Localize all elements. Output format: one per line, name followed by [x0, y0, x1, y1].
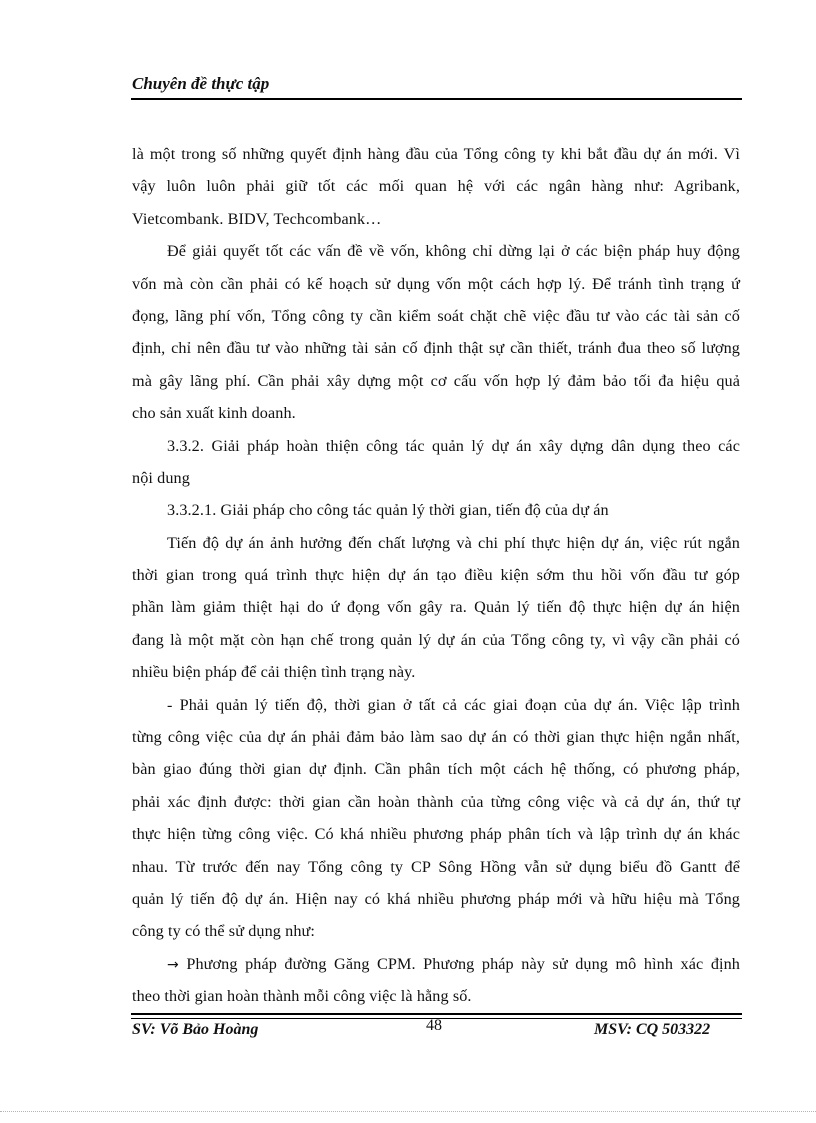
paragraph-line: vậy luôn luôn phải giữ tốt các mối quan hệ với các ngân hàng như: Agribank, [132, 177, 740, 196]
paragraph-line: cho sản xuất kinh doanh. [132, 404, 296, 423]
paragraph-line: theo thời gian hoàn thành mỗi công việc là hằng số. [132, 987, 472, 1006]
paragraph-line: thời gian trong quá trình thực hiện dự án tạo điều kiện sớm thu hồi vốn đầu tư góp [132, 566, 740, 585]
paragraph-line: phần làm giảm thiệt hại do ứ đọng vốn gây ra. Quản lý tiến độ thực hiện dự án hiện [132, 598, 740, 617]
paragraph-line: Tiến độ dự án ảnh hưởng đến chất lượng và chi phí thực hiện dự án, việc rút ngắn [167, 533, 740, 552]
arrow-item-text: Phương pháp đường Găng CPM. Phương pháp này sử dụng mô hình xác định [178, 954, 740, 973]
subsection-heading: 3.3.2.1. Giải pháp cho công tác quản lý thời gian, tiến độ của dự án [167, 501, 609, 520]
section-heading-line: 3.3.2. Giải pháp hoàn thiện công tác quản lý dự án xây dựng dân dụng theo các [167, 436, 740, 455]
paragraph-line: quản lý tiến độ dự án. Hiện nay có khá nhiều phương pháp mới và hữu hiệu mà Tổng [132, 889, 740, 908]
paragraph-line: Vietcombank. BIDV, Techcombank… [132, 209, 382, 228]
paragraph-line: đang là một mặt còn hạn chế trong quản lý dự án của Tổng công ty, vì vậy cần phải có [132, 630, 740, 649]
page-edge-marker [0, 1111, 816, 1112]
paragraph-line: vốn mà còn cần phải có kế hoạch sử dụng vốn một cách hợp lý. Để tránh tình trạng ứ [132, 274, 740, 293]
paragraph-line: công ty có thể sử dụng như: [132, 922, 315, 941]
paragraph-line: là một trong số những quyết định hàng đầu của Tổng công ty khi bắt đầu dự án mới. Vì [132, 145, 740, 163]
footer-student-id: MSV: CQ 503322 [594, 1021, 711, 1038]
paragraph-line: đọng, lãng phí vốn, Tổng công ty cần kiểm soát chặt chẽ việc đầu tư vào các tài sản cố [132, 306, 740, 325]
body-text [132, 138, 740, 1013]
arrow-item-line [132, 948, 740, 980]
page-number: 48 [426, 1017, 442, 1034]
header-title: Chuyên đề thực tập [132, 74, 270, 93]
footer-divider-thick [131, 1013, 742, 1015]
header-divider [131, 98, 742, 100]
paragraph-line: phải xác định được: thời gian cần hoàn thành của từng công việc và cả dự án, thứ tự [132, 792, 740, 811]
paragraph-line: - Phải quản lý tiến độ, thời gian ở tất cả các giai đoạn của dự án. Việc lập trình [167, 695, 740, 714]
paragraph-line: thực hiện từng công việc. Có khá nhiều phương pháp phân tích và lập trình dự án khác [132, 825, 740, 844]
paragraph-line: nhiều biện pháp để cải thiện tình trạng này. [132, 663, 416, 682]
footer-student-name: SV: Võ Bảo Hoàng [132, 1021, 259, 1038]
paragraph-line: bàn giao đúng thời gian dự định. Cần phân tích một cách hệ thống, có phương pháp, [132, 760, 740, 779]
paragraph-line: từng công việc của dự án phải đảm bảo làm sao dự án có thời gian thực hiện ngắn nhất, [132, 728, 740, 747]
paragraph-line: Để giải quyết tốt các vấn đề về vốn, không chỉ dừng lại ở các biện pháp huy động [167, 242, 740, 261]
right-arrow-icon: → [167, 956, 179, 973]
paragraph-line: mà gây lãng phí. Cần phải xây dựng một cơ cấu vốn hợp lý đảm bảo tối đa hiệu quả [132, 371, 740, 390]
section-heading-line: nội dung [132, 468, 190, 487]
paragraph-line: nhau. Từ trước đến nay Tổng công ty CP Sông Hồng vẫn sử dụng biểu đồ Gantt để [132, 857, 740, 876]
paragraph-line: định, chỉ nên đầu tư vào những tài sản cố định thật sự cần thiết, tránh đua theo số lượng [132, 339, 740, 358]
